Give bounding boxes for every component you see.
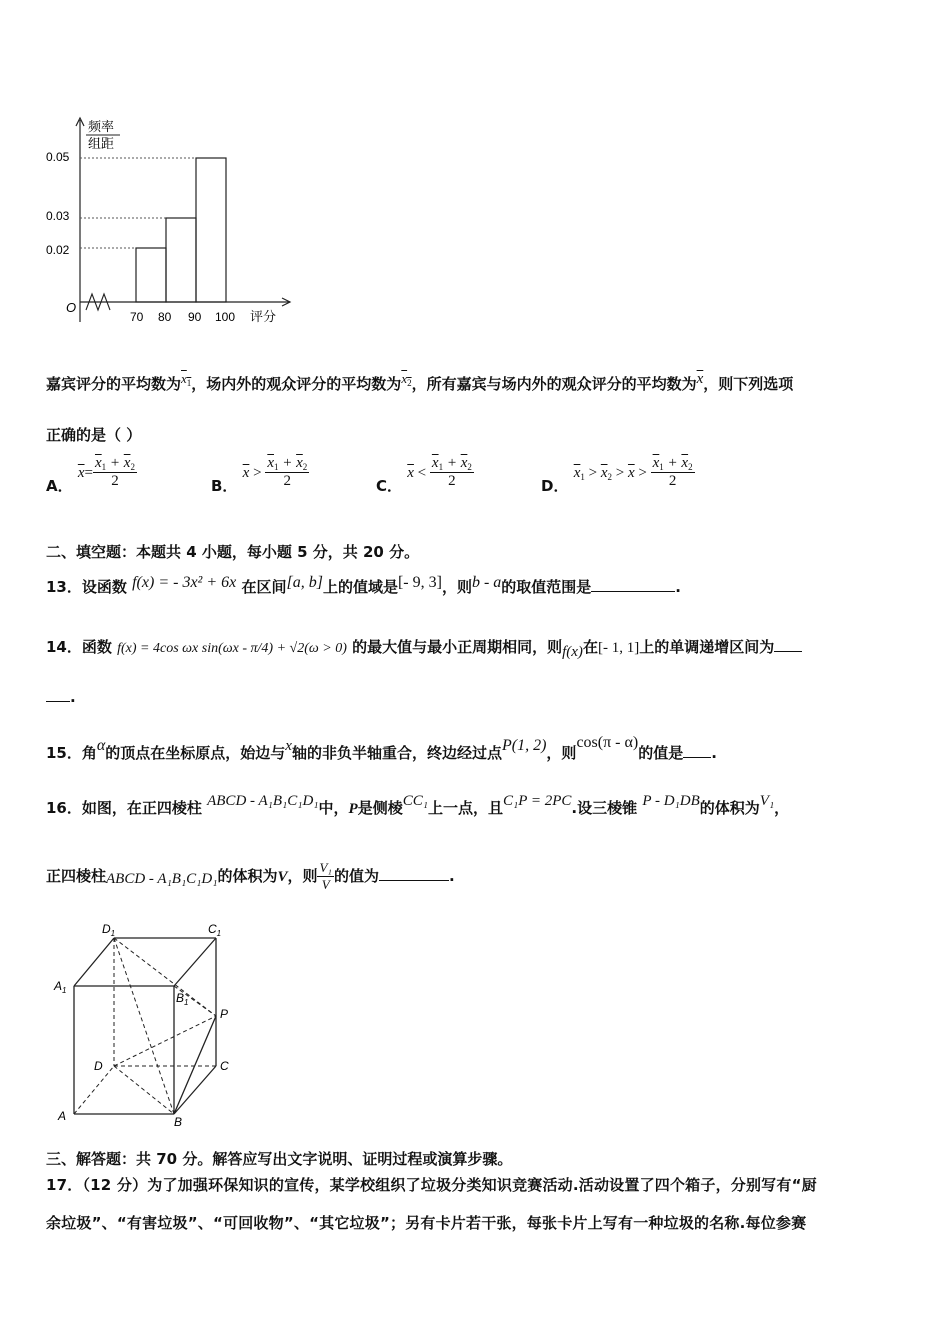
edge-B-C — [174, 1066, 216, 1114]
bar-70-80 — [136, 248, 166, 302]
q14-function: f(x) = 4cos ωx sin(ωx - π/4) + √2(ω > 0) — [117, 641, 347, 656]
x-label: 评分 — [250, 309, 277, 324]
q16-v: V — [277, 869, 288, 885]
label-D: D — [94, 1059, 103, 1073]
q16-pyramid: P - D₁DB — [642, 793, 700, 809]
option-c-fraction: $\frac{\overline{x}_1 + \overline{x}_2}{2}$ — [431, 455, 472, 489]
q12-stem-a: 嘉宾评分的平均数为 — [46, 375, 182, 393]
q13-function: f(x) = - 3x² + 6x — [132, 574, 237, 591]
q16-edge: CC₁ — [402, 793, 428, 809]
q14-answer-blank-1 — [774, 651, 802, 652]
q15-x: x — [285, 738, 292, 754]
label-B1: $B_1$ — [176, 991, 189, 1007]
edge-A1-D1 — [74, 938, 114, 986]
label-A1: $A_1$ — [54, 979, 67, 995]
section-2-heading: 二、填空题：本题共 4 小题，每小题 5 分，共 20 分。 — [46, 543, 420, 561]
x1-bar-symbol: $x_1$ — [181, 371, 192, 388]
edge-D-P — [114, 1016, 216, 1066]
q17-line1: 17．（12 分）为了加强环保知识的宣传，某学校组织了垃圾分类知识竞赛活动.活动设置了四个箱子，分别写有“厨 — [46, 1176, 817, 1194]
question-16: 16．如图，在正四棱柱 ABCD - A₁B₁C₁D₁中，P是侧棱CC₁上一点，且C₁P = 2PC.设三棱锥 P - D₁DB的体积为V₁， — [46, 793, 790, 817]
q12-option-a: A． $\overline{x}=$ $\frac{\overline{x}_1 + \overline{x}_2}{2}$ — [46, 455, 135, 495]
x-bar-symbol: $\overline{x}$ — [696, 371, 704, 387]
q13-interval: [a, b] — [286, 574, 323, 591]
option-a-fraction: $\frac{\overline{x}_1 + \overline{x}_2}{2}$ — [94, 455, 135, 489]
q14-fx: f(x) — [562, 644, 583, 660]
frequency-histogram — [40, 112, 300, 330]
question-13: 13．设函数 f(x) = - 3x² + 6x 在区间[a, b]上的值域是[- 9, 3]，则b - a的取值范围是 . — [46, 574, 681, 596]
edge-B1-C1 — [174, 938, 216, 986]
q15-point: P(1, 2) — [501, 737, 547, 754]
y-tick-003: 0.03 — [46, 209, 70, 223]
question-14: 14．函数 f(x) = 4cos ωx sin(ωx - π/4) + √2(ω > 0) 的最大值与最小正周期相同，则f(x)在[- 1, 1]上的单调递增区间为 — [46, 636, 802, 661]
option-d-fraction: $\frac{\overline{x}_1 + \overline{x}_2}{2}$ — [652, 455, 693, 489]
x2-bar-symbol: $x_2$ — [401, 371, 412, 388]
q16-line2: 正四棱柱ABCD - A₁B₁C₁D₁的体积为V，则 $\frac{\text{V₁}}{V}$ 的值为 . — [46, 860, 455, 892]
label-A: A — [58, 1109, 67, 1123]
q12-option-c: C． $\overline{x}$ < $\frac{\overline{x}_1 + \overline{x}_2}{2}$ — [376, 455, 472, 495]
edge-D-B — [114, 1066, 174, 1114]
q13-answer-blank — [591, 591, 675, 592]
q14-interval: [- 1, 1] — [597, 640, 640, 656]
label-C: C — [220, 1059, 229, 1073]
q15-answer-blank — [683, 757, 711, 758]
q12-stem-c: ，所有嘉宾与场内外的观众评分的平均数为 — [411, 375, 697, 393]
q12-stem-b: ，场内外的观众评分的平均数为 — [191, 375, 402, 393]
q13-expression: b - a — [471, 574, 502, 591]
q16-v1: V₁ — [759, 793, 775, 809]
q15-alpha: α — [96, 737, 106, 754]
q16-p: P — [348, 801, 358, 817]
bar-80-90 — [166, 218, 196, 302]
q12-option-d: D． $\overline{x}_1 > \overline{x}_2 > \overline{x}$ > $\frac{\overline{x}_1 + \overline{x}_2}{2}$ — [541, 455, 693, 495]
q12-stem-d: ，则下列选项 — [703, 375, 794, 393]
x-tick-80: 80 — [158, 310, 172, 324]
q16-prism-2: ABCD - A₁B₁C₁D₁ — [106, 871, 218, 887]
q13-range: [- 9, 3] — [397, 574, 442, 591]
option-b-fraction: $\frac{\overline{x}_1 + \overline{x}_2}{2}$ — [267, 455, 308, 489]
label-D1: $D_1$ — [102, 922, 116, 938]
x-tick-70: 70 — [130, 310, 144, 324]
edge-D1-B — [114, 938, 174, 1114]
q16-condition: C₁P = 2PC — [502, 793, 572, 809]
y-tick-005: 0.05 — [46, 150, 70, 164]
edge-D1-P — [114, 938, 216, 1016]
origin-label: O — [66, 300, 77, 315]
q12-line2: 正确的是（ ） — [46, 426, 142, 444]
bar-90-100 — [196, 158, 226, 302]
q12-option-b: B． $\overline{x}$ > $\frac{\overline{x}_1 + \overline{x}_2}{2}$ — [211, 455, 308, 495]
section-3-heading: 三、解答题：共 70 分。解答应写出文字说明、证明过程或演算步骤。 — [46, 1150, 513, 1168]
edge-A-D — [74, 1066, 114, 1114]
question-15: 15．角α的顶点在坐标原点，始边与x轴的非负半轴重合，终边经过点P(1, 2)，则cos(π - α)的值是 . — [46, 734, 717, 762]
label-C1: $C_1$ — [208, 922, 222, 938]
q14-answer-blank-2: . — [46, 688, 76, 706]
q16-answer-blank — [379, 880, 449, 881]
x-tick-100: 100 — [215, 310, 236, 324]
y-tick-002: 0.02 — [46, 243, 70, 257]
q16-prism: ABCD - A₁B₁C₁D₁ — [207, 793, 319, 809]
y-label-bottom: 组距 — [88, 136, 115, 151]
q12-stem — [46, 371, 793, 394]
q15-expression: cos(π - α) — [576, 734, 639, 751]
y-label-top: 频率 — [88, 119, 115, 134]
x-tick-90: 90 — [188, 310, 202, 324]
edge-P-B — [174, 1016, 216, 1114]
q16-ratio-fraction: $\frac{\text{V₁}}{V}$ — [319, 860, 332, 892]
q17-line2: 余垃圾”、“有害垃圾”、“可回收物”、“其它垃圾”；另有卡片若干张，每张卡片上写有一种垃圾的名称.每位参赛 — [46, 1214, 807, 1232]
label-B: B — [174, 1115, 183, 1128]
label-P: P — [220, 1007, 229, 1021]
prism-figure — [44, 918, 244, 1128]
